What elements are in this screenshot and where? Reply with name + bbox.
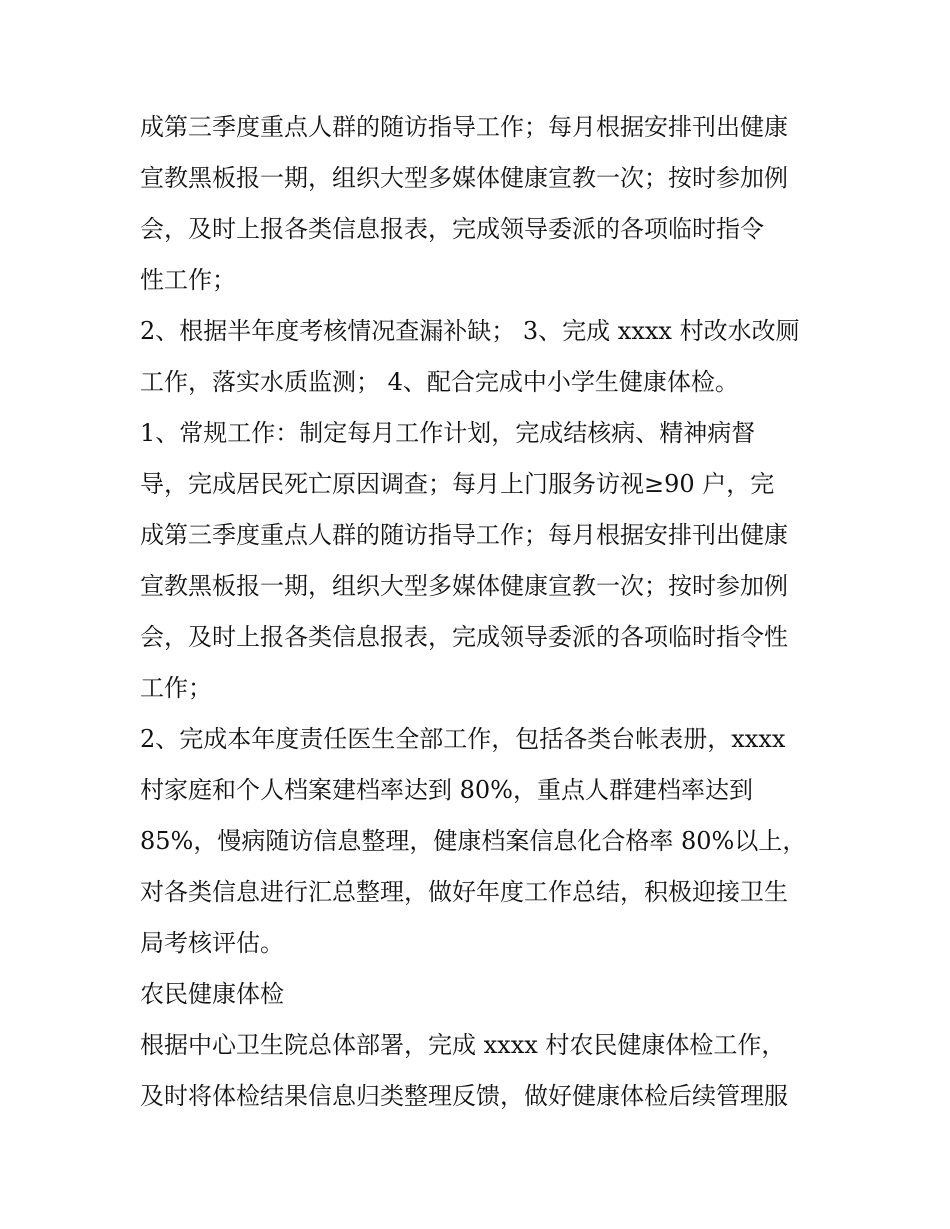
text-line: 及时将体检结果信息归类整理反馈，做好健康体检后续管理服 xyxy=(140,1082,788,1110)
text-line: 会，及时上报各类信息报表，完成领导委派的各项临时指令性 xyxy=(140,623,788,651)
text-line: 成第三季度重点人群的随访指导工作；每月根据安排刊出健康 xyxy=(140,521,788,549)
text-line: 宣教黑板报一期，组织大型多媒体健康宣教一次；按时参加例 xyxy=(140,164,788,192)
text-line: 局考核评估。 xyxy=(140,929,284,957)
text-line: 根据中心卫生院总体部署，完成 xxxx 村农民健康体检工作， xyxy=(140,1031,786,1059)
text-line: 性工作； xyxy=(140,266,236,294)
text-line: 村家庭和个人档案建档率达到 80%，重点人群建档率达到 xyxy=(140,776,753,804)
text-line: 宣教黑板报一期，组织大型多媒体健康宣教一次；按时参加例 xyxy=(140,572,788,600)
text-line: 对各类信息进行汇总整理，做好年度工作总结，积极迎接卫生 xyxy=(140,878,788,906)
text-line: 2、完成本年度责任医生全部工作，包括各类台帐表册，xxxx xyxy=(140,725,786,753)
text-line: 导，完成居民死亡原因调查；每月上门服务访视≥90 户，完 xyxy=(140,470,775,498)
text-line: 成第三季度重点人群的随访指导工作；每月根据安排刊出健康 xyxy=(140,113,788,141)
text-line: 1、常规工作：制定每月工作计划，完成结核病、精神病督 xyxy=(140,419,756,447)
text-line: 会，及时上报各类信息报表，完成领导委派的各项临时指令 xyxy=(140,215,764,243)
text-line: 2、根据半年度考核情况查漏补缺； 3、完成 xxxx 村改水改厕 xyxy=(140,317,800,345)
text-line: 工作； xyxy=(140,674,212,702)
text-line: 工作，落实水质监测； 4、配合完成中小学生健康体检。 xyxy=(140,368,739,396)
section-heading: 农民健康体检 xyxy=(140,980,284,1008)
text-line: 85%，慢病随访信息整理，健康档案信息化合格率 80%以上， xyxy=(140,827,807,855)
